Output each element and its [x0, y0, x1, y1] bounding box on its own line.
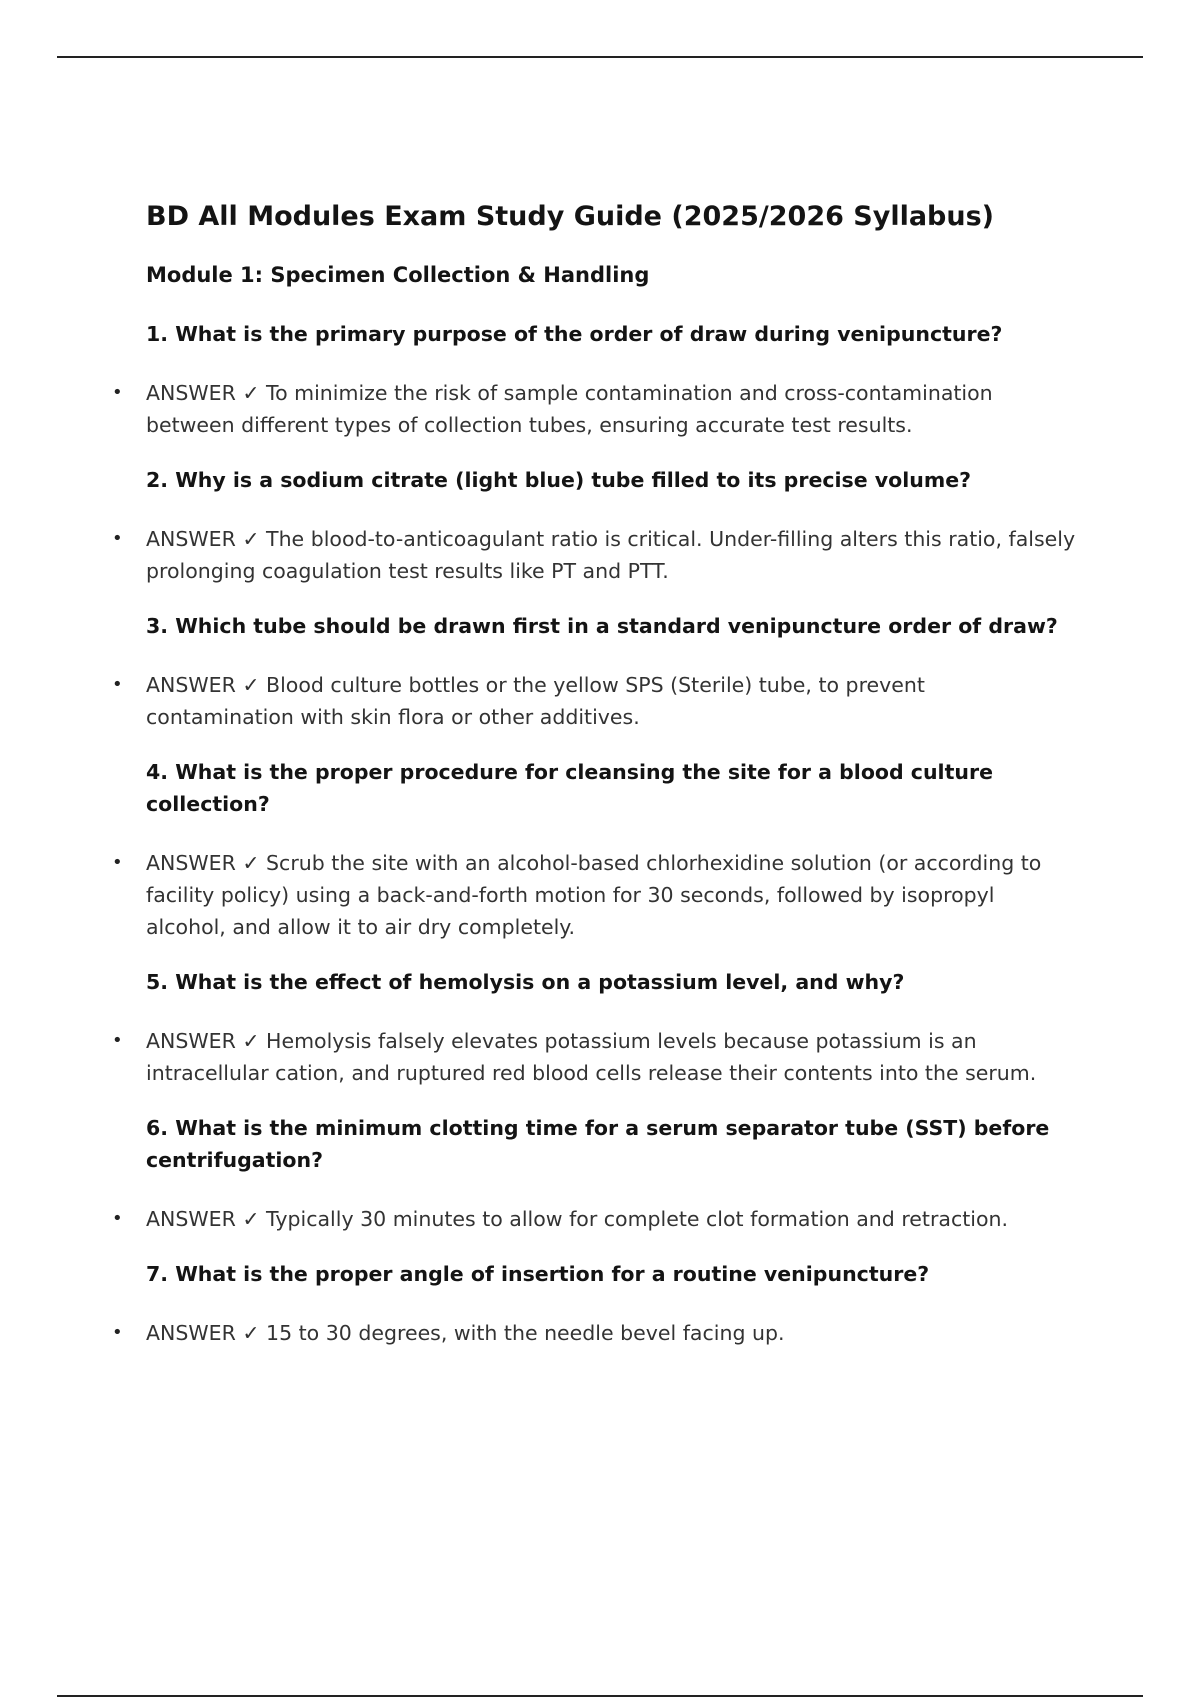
answer-text: ANSWER ✓ 15 to 30 degrees, with the needle bevel facing up. — [146, 1321, 785, 1345]
question-text: 4. What is the proper procedure for cleansing the site for a blood culture collection? — [146, 760, 993, 816]
qa-item — [112, 966, 1096, 1089]
bullet-icon: • — [112, 852, 123, 873]
answer-text: ANSWER ✓ The blood-to-anticoagulant ratio is critical. Under-filling alters this ratio, falsely prolonging coagulation test results like PT and PTT. — [146, 527, 1076, 583]
answer-text: ANSWER ✓ Blood culture bottles or the yellow SPS (Sterile) tube, to prevent contamination with skin flora or other additives. — [146, 673, 925, 729]
answer-item — [112, 377, 1096, 441]
bullet-icon: • — [112, 1208, 123, 1229]
answer-item — [112, 1025, 1096, 1089]
answer-text: ANSWER ✓ Hemolysis falsely elevates potassium levels because potassium is an intracellular cation, and ruptured red blood cells release their contents into the serum. — [146, 1029, 1037, 1085]
document-body — [112, 200, 1096, 1372]
bullet-icon: • — [112, 674, 123, 695]
qa-item — [112, 464, 1096, 587]
bullet-icon: • — [112, 1322, 123, 1343]
bullet-icon: • — [112, 528, 123, 549]
module-heading: Module 1: Specimen Collection & Handling — [146, 262, 650, 287]
answer-item — [112, 1203, 1096, 1235]
question-text: 7. What is the proper angle of insertion for a routine venipuncture? — [146, 1262, 930, 1286]
answer-item — [112, 523, 1096, 587]
answer-text: ANSWER ✓ To minimize the risk of sample contamination and cross-contamination between different types of collection tubes, ensuring accurate test results. — [146, 381, 993, 437]
answer-text: ANSWER ✓ Scrub the site with an alcohol-based chlorhexidine solution (or according to facility policy) using a back-and-forth motion for 30 seconds, followed by isopropyl alcohol, and allow it to air dry completely. — [146, 851, 1042, 939]
qa-item — [112, 1258, 1096, 1349]
top-rule — [57, 56, 1143, 58]
qa-item — [112, 610, 1096, 733]
qa-item — [112, 1112, 1096, 1235]
bottom-rule — [57, 1695, 1143, 1697]
bullet-icon: • — [112, 382, 123, 403]
answer-text: ANSWER ✓ Typically 30 minutes to allow for complete clot formation and retraction. — [146, 1207, 1009, 1231]
answer-item — [112, 669, 1096, 733]
answer-item — [112, 847, 1096, 943]
question-text: 2. Why is a sodium citrate (light blue) tube filled to its precise volume? — [146, 468, 971, 492]
bullet-icon: • — [112, 1030, 123, 1051]
qa-item — [112, 318, 1096, 441]
qa-item — [112, 756, 1096, 943]
question-text: 1. What is the primary purpose of the order of draw during venipuncture? — [146, 322, 1003, 346]
question-text: 6. What is the minimum clotting time for a serum separator tube (SST) before centrifugation? — [146, 1116, 1050, 1172]
question-text: 5. What is the effect of hemolysis on a potassium level, and why? — [146, 970, 905, 994]
question-text: 3. Which tube should be drawn first in a standard venipuncture order of draw? — [146, 614, 1058, 638]
answer-item — [112, 1317, 1096, 1349]
document-title: BD All Modules Exam Study Guide (2025/2026 Syllabus) — [146, 201, 995, 232]
